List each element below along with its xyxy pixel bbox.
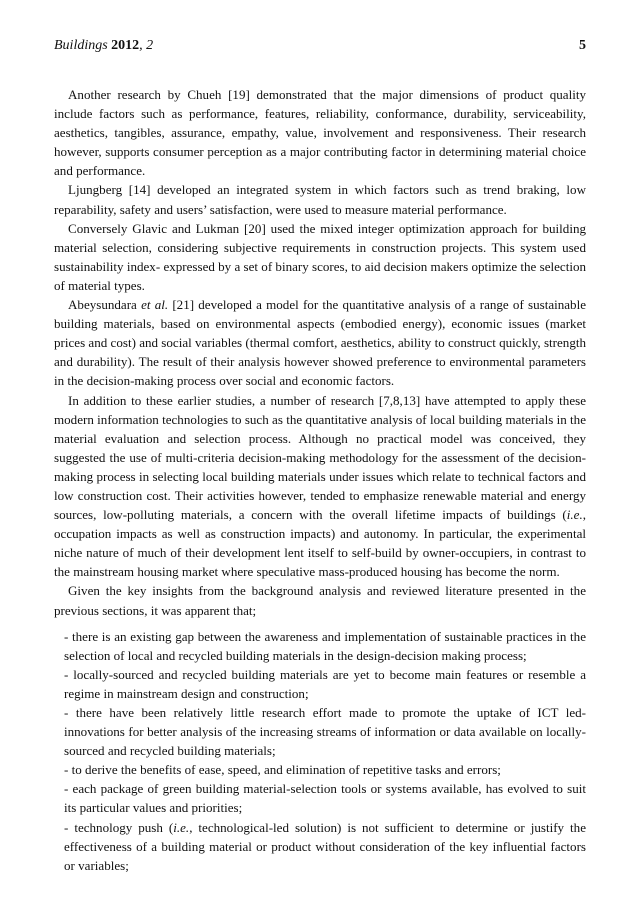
- paragraph-abeysundara: [54, 295, 586, 390]
- text-run: - technology push (: [64, 819, 174, 835]
- paragraph-ljungberg: Ljungberg [14] developed an integrated system in which factors such as trend braking, low reparability, safety and users’ satisfaction, were used to measure material performance.: [54, 182, 586, 217]
- text-run: , occupation impacts as well as construction impacts) and autonomy. In particular, the experimental niche nature of much of their development lent itself to self-build by owner-occupiers, in contrast to the mainstream housing market where speculative mass-produced housing has become the norm.: [54, 507, 586, 580]
- paragraph-chueh: Another research by Chueh [19] demonstrated that the major dimensions of product quality include factors such as performance, features, reliability, conformance, durability, serviceability, aesthetics, tangibles, assurance, empathy, value, involvement and responsiveness. Their research however, supports consumer perception as a major contributing factor in determining material choice and performance.: [54, 87, 586, 179]
- journal-year: 2012: [111, 38, 140, 53]
- body-text: [54, 85, 586, 875]
- journal-name: Buildings: [54, 38, 108, 53]
- paragraph-key-insights: Given the key insights from the background analysis and reviewed literature presented in the previous sections, it was apparent that;: [54, 583, 586, 618]
- list-item: [64, 818, 586, 875]
- text-run-italic: i.e.: [173, 819, 190, 835]
- list-item: - to derive the benefits of ease, speed, and elimination of repetitive tasks and errors;: [64, 762, 501, 778]
- paragraph-glavic: Conversely Glavic and Lukman [20] used the mixed integer optimization approach for building material selection, considering subjective requirements in construction projects. This system used sustainability index- expressed by a set of binary scores, to aid decision makers optimize the selection of material types.: [54, 220, 586, 293]
- insights-list: [54, 627, 586, 875]
- text-run: In addition to these earlier studies, a number of research [7,8,13] have attempted to apply these modern information technologies to such as the quantitative analysis of local building materials in the material evaluation and selection process. Although no practical model was conceived, they suggested the use of multi-criteria decision-making methodology for the assessment of the decision-making process in selecting local building materials under issues which relate to technical factors and low construction cost. Their activities however, tended to emphasize renewable material and energy sources, low-polluting materials, a concern with the overall lifetime impacts of buildings (: [54, 392, 586, 523]
- text-run-italic: i.e.: [566, 507, 583, 523]
- journal-citation: Buildings 2012, 2: [54, 38, 154, 53]
- list-item: - there is an existing gap between the awareness and implementation of sustainable practices in the selection of local and recycled building materials in the design-decision making process;: [64, 628, 586, 663]
- list-item: - there have been relatively little research effort made to promote the uptake of ICT led- innovations for better analysis of the increasing streams of information or data available on locally-sourced and recycled building materials;: [64, 705, 586, 759]
- list-item: - locally-sourced and recycled building materials are yet to become main features or resemble a regime in mainstream design and construction;: [64, 666, 586, 701]
- text-run: [21] developed a model for the quantitative analysis of a range of sustainable building materials, based on environmental aspects (embodied energy), economic issues (market prices and cost) and social variables (thermal comfort, aesthetics, ability to construct quickly, strength and durability). The result of their analysis however showed preference to environmental parameters in the decision-making process over social and economic factors.: [54, 297, 586, 389]
- running-header: [54, 38, 586, 58]
- journal-volume: 2: [146, 38, 154, 53]
- text-run: , technological-led solution) is not sufficient to determine or justify the effectiveness of a building material or product without consideration of the key influential factors or variables;: [64, 819, 586, 873]
- page-number: 5: [579, 38, 586, 53]
- text-run: Abeysundara: [68, 297, 142, 313]
- paragraph-earlier-studies: [54, 391, 586, 582]
- list-item: - each package of green building material-selection tools or systems available, has evolved to suit its particular values and priorities;: [64, 781, 586, 816]
- text-run-italic: et al.: [141, 297, 169, 313]
